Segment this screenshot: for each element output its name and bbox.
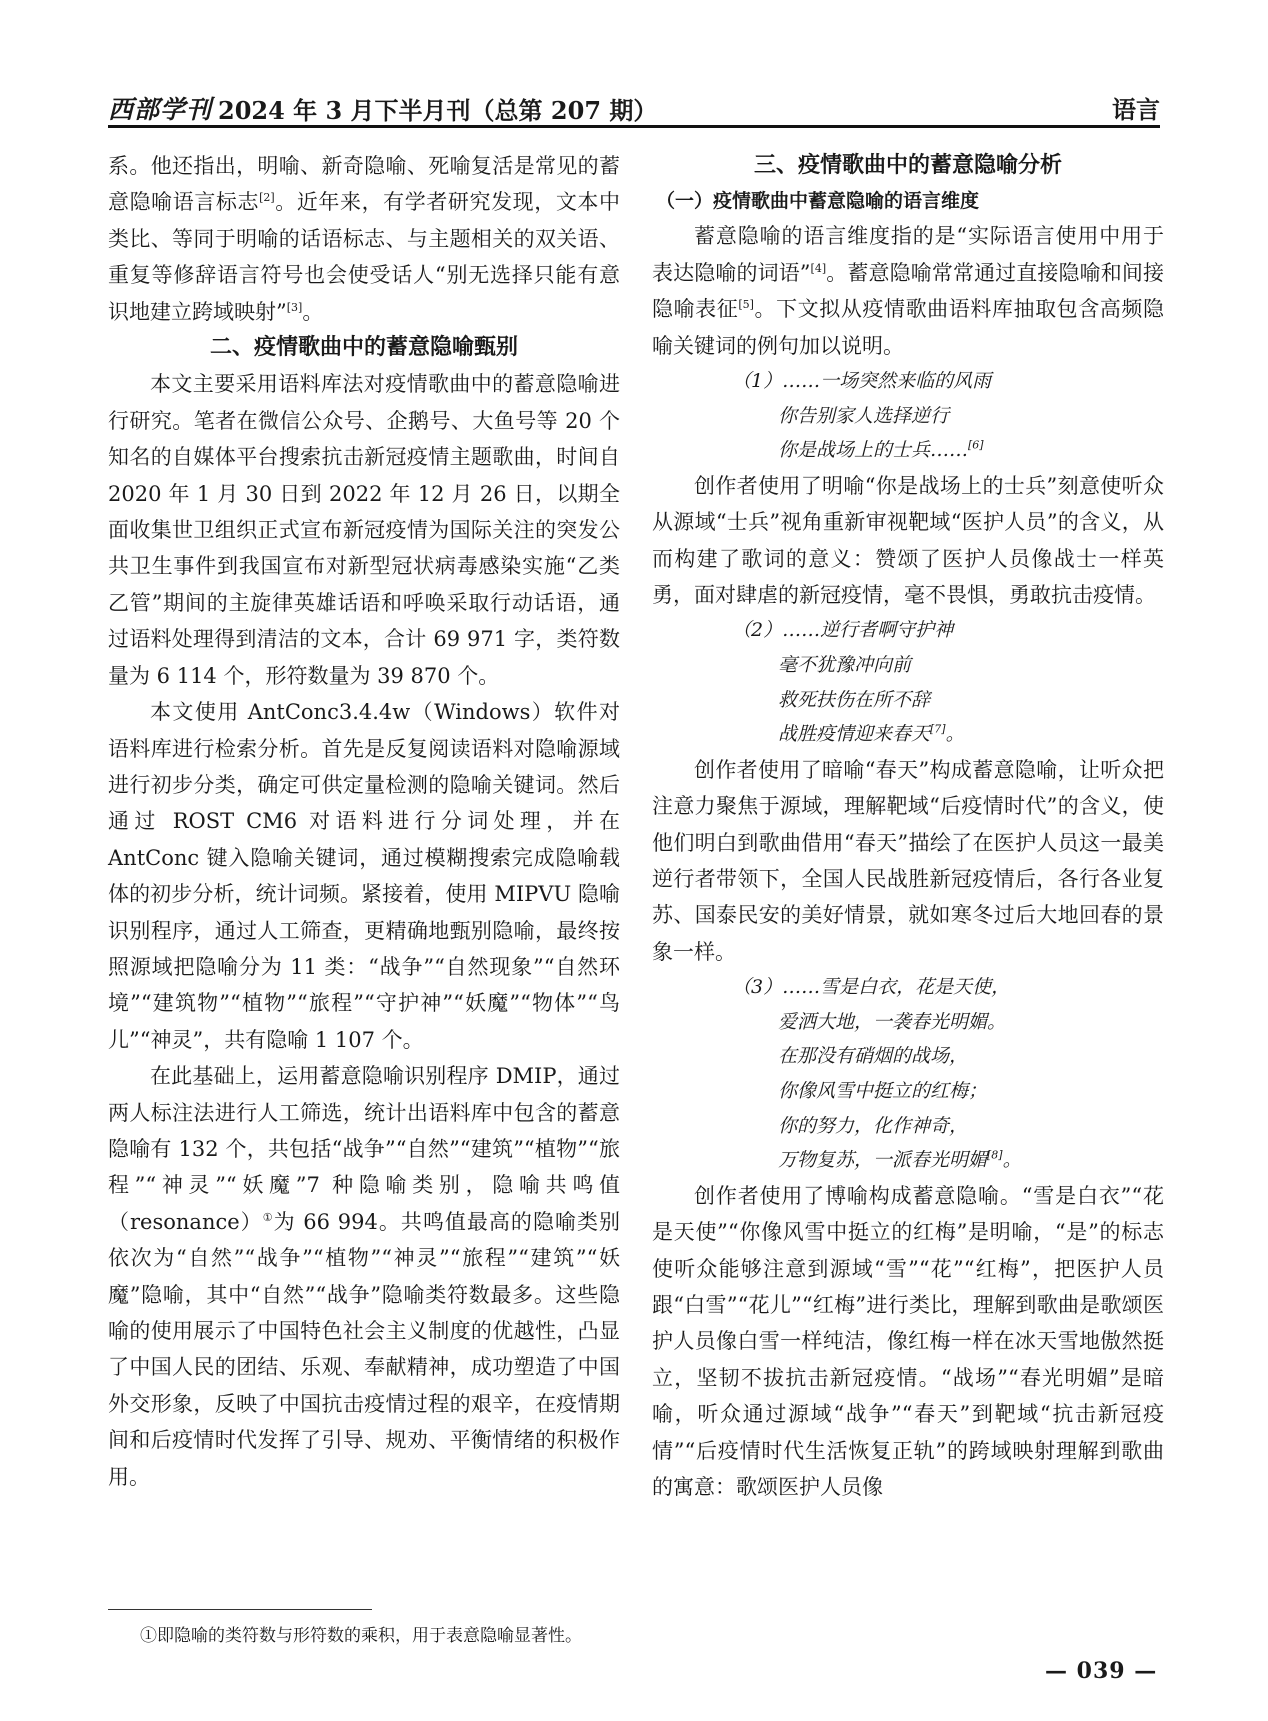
citation: [8] bbox=[987, 1148, 1003, 1162]
footnote-marker: ① bbox=[262, 1210, 274, 1224]
paragraph bbox=[108, 148, 620, 330]
section-name: 语言 bbox=[1112, 95, 1160, 124]
lyric-line: （3）……雪是白衣，花是天使， bbox=[732, 976, 1011, 999]
subsection-heading: （一）疫情歌曲中蓄意隐喻的语言维度 bbox=[656, 190, 980, 213]
text-run: 。近年来，有学者研究发现，文本中类比、等同于明喻的话语标志、与主题相关的双关语、重复等修辞语言符号也会使受话人“别无选择只能有意识地建立跨域映射” bbox=[108, 190, 621, 324]
citation: [4] bbox=[810, 261, 827, 275]
paragraph: 创作者使用了博喻构成蓄意隐喻。“雪是白衣”“花是天使”“你像风雪中挺立的红梅”是明喻，“是”的标志使听众能够注意到源域“雪”“花”“红梅”，把医护人员跟“白雪”“花儿”“红梅”进行类比，理解到歌曲是歌颂医护人员像白雪一样纯洁，像红梅一样在冰天雪地傲然挺立，坚韧不拔抗击新冠疫情。“战场”“春光明媚”是暗喻，听众通过源域“战争”“春天”到靶域“抗击新冠疫情”“后疫情时代生活恢复正轨”的跨域映射理解到歌曲的寓意：歌颂医护人员像 bbox=[652, 1183, 1164, 1500]
section-heading-2: 二、疫情歌曲中的蓄意隐喻甄别 bbox=[209, 335, 518, 361]
text-run: 万物复苏，一派春光明媚 bbox=[778, 1149, 988, 1172]
citation: [6] bbox=[968, 438, 984, 452]
text-run: 在此基础上，运用蓄意隐喻识别程序 DMIP，通过两人标注法进行人工筛选，统计出语料库中包含的蓄意隐喻有 132 个，共包括“战争”“自然”“建筑”“植物”“旅程”“神灵”“妖魔”7 种隐喻类别，隐喻共鸣值（resonance） bbox=[108, 1064, 620, 1234]
lyric-line: 救死扶伤在所不辞 bbox=[778, 688, 931, 711]
text-run: 。 bbox=[945, 723, 965, 746]
running-header bbox=[108, 86, 1160, 126]
section-heading-3: 三、疫情歌曲中的蓄意隐喻分析 bbox=[753, 153, 1062, 178]
citation: [3] bbox=[286, 300, 303, 314]
journal-logo: 西部学刊 bbox=[108, 95, 213, 124]
text-run: 系。他还指出，明喻、新奇隐喻、死喻复活是常见的蓄意隐喻语言标志 bbox=[108, 154, 620, 215]
paragraph: 本文使用 AntConc3.4.4w（Windows）软件对语料库进行检索分析。首先是反复阅读语料对隐喻源域进行初步分类，确定可供定量检测的隐喻关键词。然后通过 ROST CM6 对语料进行分词处理，并在 AntConc 键入隐喻关键词，通过模糊搜索完成隐喻载体的初步分析，统计词频。紧接着，使用 MIPVU 隐喻识别程序，通过人工筛查，更精确地甄别隐喻，最终按照源域把隐喻分为 11 类：“战争”“自然现象”“自然环境”“建筑物”“植物”“旅程”“守护神”“妖魔”“物体”“鸟儿”“神灵”，共有隐喻 1 107 个。 bbox=[108, 700, 620, 1052]
lyric-line: （1）……一场突然来临的风雨 bbox=[732, 370, 992, 393]
paragraph: 创作者使用了暗喻“春天”构成蓄意隐喻，让听众把注意力聚焦于源域，理解靶域“后疫情时代”的含义，使他们明白到歌曲借用“春天”描绘了在医护人员这一最美逆行者带领下，全国人民战胜新冠疫情后，各行各业复苏、国泰民安的美好情景，就如寒冬过后大地回春的景象一样。 bbox=[652, 757, 1164, 964]
text-run: 你是战场上的士兵…… bbox=[778, 439, 969, 462]
left-column bbox=[108, 148, 620, 1495]
lyric-line: 你像风雪中挺立的红梅； bbox=[778, 1080, 988, 1103]
citation: [7] bbox=[930, 722, 946, 736]
lyric-line: 毫不犹豫冲向前 bbox=[778, 654, 912, 677]
lyric-example-3 bbox=[652, 970, 1164, 1178]
text-run: 。蓄意隐喻常常通过直接隐喻和间接隐喻表征 bbox=[652, 260, 1164, 322]
lyric-line: 你告别家人选择逆行 bbox=[778, 404, 950, 427]
footnote-rule bbox=[108, 1609, 372, 1610]
text-run: 为 66 994。共鸣值最高的隐喻类别依次为“自然”“战争”“植物”“神灵”“旅程”“建筑”“妖魔”隐喻，其中“自然”“战争”隐喻类符数最多。这些隐喻的使用展示了中国特色社会主义制度的优越性，凸显了中国人民的团结、乐观、奉献精神，成功塑造了中国外交形象，反映了中国抗击疫情过程的艰辛，在疫情期间和后疫情时代发挥了引导、规劝、平衡情绪的积极作用。 bbox=[108, 1209, 620, 1489]
paragraph: 创作者使用了明喻“你是战场上的士兵”刻意使听众从源域“士兵”视角重新审视靶域“医护人员”的含义，从而构建了歌词的意义：赞颂了医护人员像战士一样英勇，面对肆虐的新冠疫情，毫不畏惧，勇敢抗击疫情。 bbox=[652, 473, 1164, 608]
lyric-line bbox=[652, 717, 1164, 752]
page-number: — 039 — bbox=[1045, 1658, 1158, 1684]
lyric-line: 爱洒大地，一袭春光明媚。 bbox=[778, 1010, 1007, 1033]
lyric-example-2 bbox=[652, 613, 1164, 751]
lyric-line bbox=[652, 1143, 1164, 1178]
lyric-line: （2）……逆行者啊守护神 bbox=[732, 619, 954, 642]
text-run: 。下文拟从疫情歌曲语料库抽取包含高频隐喻关键词的例句加以说明。 bbox=[652, 297, 1165, 358]
paragraph bbox=[652, 218, 1164, 364]
paragraph bbox=[108, 1058, 620, 1495]
citation: [2] bbox=[259, 191, 275, 205]
text-run: 。 bbox=[1002, 1149, 1022, 1172]
text-run: 。 bbox=[302, 299, 324, 324]
lyric-example-1 bbox=[652, 364, 1164, 468]
lyric-line: 你的努力，化作神奇， bbox=[778, 1114, 969, 1137]
header-rule bbox=[108, 125, 1160, 128]
issue-info: 2024 年 3 月下半月刊（总第 207 期） bbox=[218, 96, 658, 125]
lyric-line bbox=[652, 433, 1164, 468]
lyric-line: 在那没有硝烟的战场， bbox=[778, 1045, 969, 1068]
text-run: 战胜疫情迎来春天 bbox=[778, 723, 931, 746]
text-run: 蓄意隐喻的语言维度指的是“实际语言使用中用于表达隐喻的词语” bbox=[652, 224, 1164, 285]
paragraph: 本文主要采用语料库法对疫情歌曲中的蓄意隐喻进行研究。笔者在微信公众号、企鹅号、大鱼号等 20 个知名的自媒体平台搜索抗击新冠疫情主题歌曲，时间自 2020 年 1 月 30 日到 2022 年 12 月 26 日，以期全面收集世卫组织正式宣布新冠疫情为国际关注的突发公共卫生事件到我国宣布对新型冠状病毒感染实施“乙类乙管”期间的主旋律英雄话语和呼唤采取行动话语，通过语料处理得到清洁的文本，合计 69 971 字，类符数量为 6 114 个，形符数量为 39 870 个。 bbox=[108, 372, 620, 688]
right-column bbox=[652, 148, 1164, 1505]
footnote: ①即隐喻的类符数与形符数的乘积，用于表意隐喻显著性。 bbox=[140, 1626, 582, 1646]
citation: [5] bbox=[738, 298, 754, 312]
